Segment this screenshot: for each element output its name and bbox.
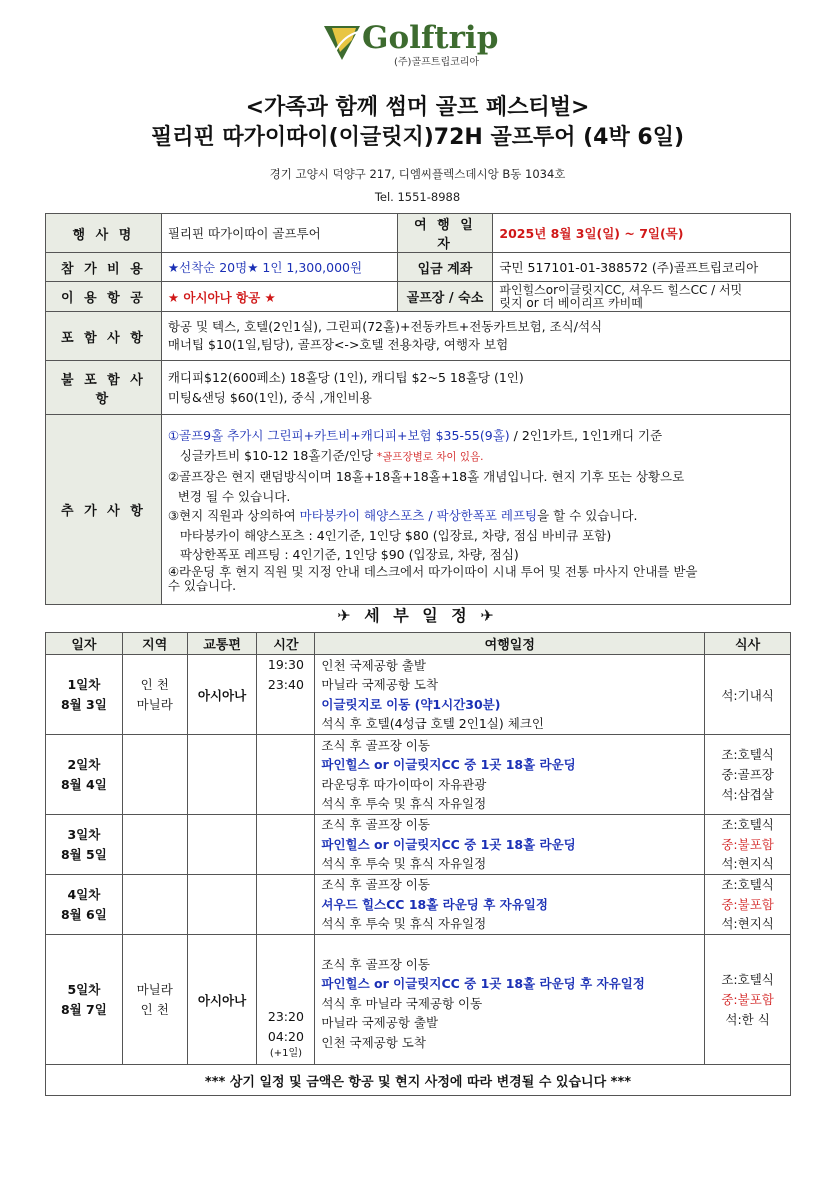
account-label: 입금 계좌	[397, 253, 493, 282]
table-row	[46, 655, 791, 735]
extra-line: 변경 될 수 있습니다.	[177, 488, 291, 504]
meal-cell: 조:호텔식 중:골프장 석:삼겹살	[705, 735, 791, 815]
company-phone: Tel. 1551-8988	[374, 190, 461, 204]
header-meals: 식사	[705, 633, 791, 655]
itinerary-cell: 조식 후 골프장 이동 파인힐스 or 이글릿지CC 중 1곳 18홀 라운딩 후 자유일정 석식 후 마닐라 국제공항 이동 마닐라 국제공항 출발 인천 국제공항 도착	[315, 935, 705, 1065]
brand-subtitle: (주)골프트립코리아	[394, 57, 480, 68]
brand-wordmark: Golftrip	[362, 20, 499, 56]
region-cell: 마닐라 인 천	[122, 935, 187, 1065]
meal-cell: 조:호텔식 중:불포함 석:현지식	[705, 875, 791, 935]
event-name-value: 필리핀 따가이따이 골프투어	[161, 214, 397, 253]
itinerary-cell: 조식 후 골프장 이동 파인힐스 or 이글릿지CC 중 1곳 18홀 라운딩 석식 후 투숙 및 휴식 자유일정	[315, 815, 705, 875]
footer-note: *** 상기 일정 및 금액은 항공 및 현지 사정에 따라 변경될 수 있습니다 ***	[46, 1065, 791, 1096]
table-row	[46, 735, 791, 815]
transport-cell	[187, 875, 257, 935]
meal-cell: 조:호텔식 중:불포함 석:현지식	[705, 815, 791, 875]
day-cell: 5일차 8월 7일	[46, 935, 123, 1065]
extra-line: 수 있습니다.	[167, 577, 237, 593]
extra-line: ②골프장은 현지 랜덤방식이며 18홀+18홀+18홀+18홀 개념입니다. 현지 기후 또는 상황으로	[167, 469, 685, 485]
extra-line: ①골프9홀 추가시 그린피+카트비+캐디피+보험 $35-55(9홀) / 2인1카트, 1인1캐디 기준	[167, 428, 663, 444]
airline-label: 이 용 항 공	[46, 282, 162, 312]
region-cell: 인 천 마닐라	[122, 655, 187, 735]
day-cell: 1일차 8월 3일	[46, 655, 123, 735]
schedule-title: ✈ 세 부 일 정 ✈	[337, 606, 498, 625]
meal-cell: 석:기내식	[705, 655, 791, 735]
time-cell: 23:20 04:20 (+1일)	[257, 935, 315, 1065]
event-name-label: 행 사 명	[46, 214, 162, 253]
header-transport: 교통편	[187, 633, 257, 655]
time-cell	[257, 815, 315, 875]
table-row	[46, 1065, 791, 1096]
region-cell	[122, 735, 187, 815]
itinerary-cell: 인천 국제공항 출발 마닐라 국제공항 도착 이글릿지로 이동 (약1시간30분) 석식 후 호텔(4성급 호텔 2인1실) 체크인	[315, 655, 705, 735]
header-region: 지역	[122, 633, 187, 655]
day-cell: 2일차 8월 4일	[46, 735, 123, 815]
transport-cell: 아시아나	[187, 655, 257, 735]
company-logo	[322, 22, 512, 70]
page-title: 필리핀 따가이따이(이글릿지)72H 골프투어 (4박 6일)	[150, 125, 685, 150]
extra-line: 팍상한폭포 레프팅 : 4인기준, 1인당 $90 (입장료, 차량, 점심)	[179, 547, 519, 563]
transport-cell	[187, 735, 257, 815]
table-row	[46, 815, 791, 875]
region-cell	[122, 815, 187, 875]
airline-value: ★ 아시아나 항공 ★	[161, 282, 397, 312]
region-cell	[122, 875, 187, 935]
header-date: 일자	[46, 633, 123, 655]
company-address: 경기 고양시 덕양구 217, 디엠씨플렉스데시앙 B동 1034호	[269, 167, 566, 181]
golf-hotel-label: 골프장 / 숙소	[397, 282, 493, 312]
time-cell: 19:30 23:40	[257, 655, 315, 735]
extra-line: 싱글카트비 $10-12 18홀기준/인당 *골프장별로 차이 있음.	[179, 447, 484, 463]
day-cell: 3일차 8월 5일	[46, 815, 123, 875]
page-subtitle: <가족과 함께 썸머 골프 페스티벌>	[245, 95, 590, 120]
extra-line: 마타붕카이 해양스포츠 : 4인기준, 1인당 $80 (입장료, 차량, 점심 바비큐 포함)	[179, 527, 612, 543]
header-time: 시간	[257, 633, 315, 655]
account-value: 국민 517101-01-388572 (주)골프트립코리아	[493, 253, 791, 282]
table-row	[46, 875, 791, 935]
excluded-value: 캐디피$12(600페소) 18홀당 (1인), 캐디팁 $2~5 18홀당 (1인) 미팅&샌딩 $60(1인), 중식 ,개인비용	[161, 361, 790, 415]
cost-value: ★선착순 20명★ 1인 1,300,000원	[161, 253, 397, 282]
extra-value	[161, 415, 790, 605]
travel-date-value: 2025년 8월 3일(일) ~ 7일(목)	[493, 214, 791, 253]
golf-hotel-value: 파인힐스or이글릿지CC, 셔우드 힐스CC / 서밋 릿지 or 더 베이리프 카비떼	[493, 282, 791, 312]
transport-cell: 아시아나	[187, 935, 257, 1065]
time-cell	[257, 735, 315, 815]
included-value: 항공 및 텍스, 호텔(2인1실), 그린피(72홀)+전동카트+전동카트보험, 조식/석식 매너팁 $10(1일,팀당), 골프장<->호텔 전용차량, 여행자 보험	[161, 312, 790, 361]
tour-info-table	[45, 213, 791, 605]
meal-cell: 조:호텔식 중:불포함 석:한 식	[705, 935, 791, 1065]
travel-date-label: 여 행 일 자	[397, 214, 493, 253]
time-cell	[257, 875, 315, 935]
cost-label: 참 가 비 용	[46, 253, 162, 282]
excluded-label: 불 포 함 사 항	[46, 361, 162, 415]
itinerary-cell: 조식 후 골프장 이동 셔우드 힐스CC 18홀 라운딩 후 자유일정 석식 후 투숙 및 휴식 자유일정	[315, 875, 705, 935]
itinerary-cell: 조식 후 골프장 이동 파인힐스 or 이글릿지CC 중 1곳 18홀 라운딩 라운딩후 따가이따이 자유관광 석식 후 투숙 및 휴식 자유일정	[315, 735, 705, 815]
day-cell: 4일차 8월 6일	[46, 875, 123, 935]
header-itinerary: 여행일정	[315, 633, 705, 655]
included-label: 포 함 사 항	[46, 312, 162, 361]
extra-label: 추 가 사 항	[46, 415, 162, 605]
extra-line: ④라운딩 후 현지 직원 및 지정 안내 데스크에서 따가이따이 시내 투어 및 전통 마사지 안내를 받을	[167, 563, 698, 579]
transport-cell	[187, 815, 257, 875]
golf-flag-logo-icon	[322, 22, 362, 62]
schedule-table	[45, 632, 791, 1096]
table-row	[46, 935, 791, 1065]
extra-line: ③현지 직원과 상의하여 마타붕카이 해양스포츠 / 팍상한폭포 레프팅을 할 수 있습니다.	[167, 508, 638, 524]
